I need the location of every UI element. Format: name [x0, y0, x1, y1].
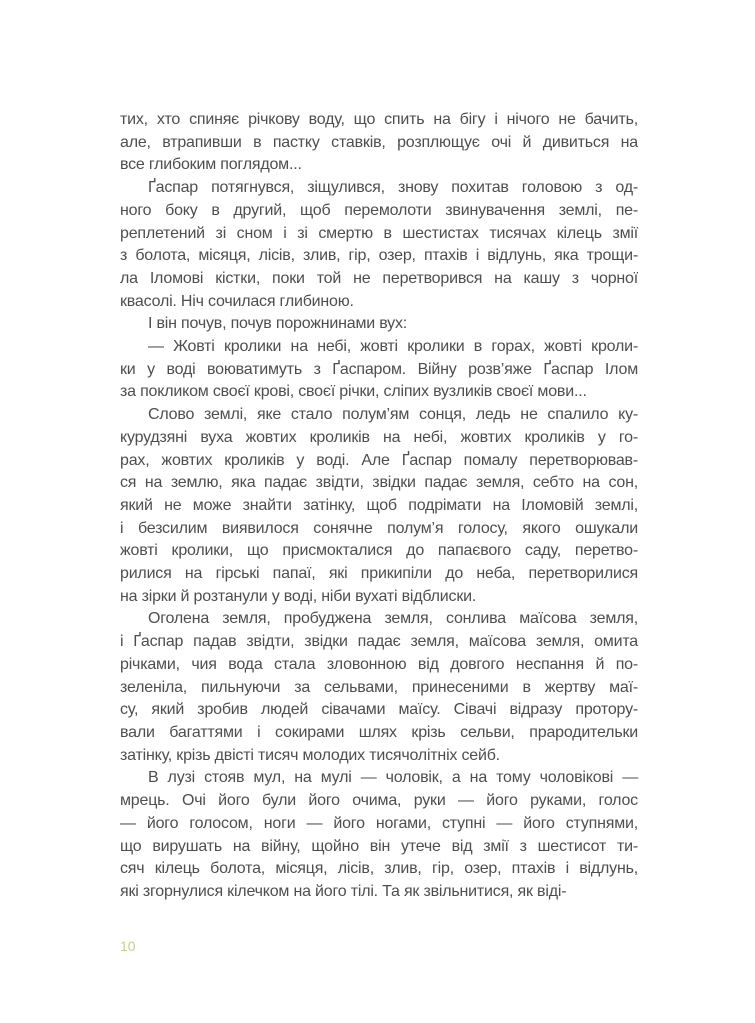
text-line: сяч кілець болота, місяця, лісів, злив, гір, озер, птахів і відлунь, — [120, 860, 638, 878]
paragraph — [120, 313, 638, 336]
text-line: ного боку в другий, щоб перемолоти звинувачення землі, пе- — [120, 201, 638, 219]
text-line: Ґаспар потягнувся, зіщулився, знову похитав головою з од- — [148, 179, 638, 197]
text-line: ки у воді воюватимуть з Ґаспаром. Війну розв’яже Ґаспар Ілом — [120, 360, 638, 378]
text-line: рилися на гірські папаї, які прикипіли до неба, перетворилися — [120, 565, 638, 583]
text-line: за покликом своєї крові, своєї річки, сліпих вузликів своєї мови... — [120, 383, 587, 401]
text-line: з болота, місяця, лісів, злив, гір, озер, птахів і відлунь, яка трощи- — [120, 247, 638, 265]
paragraph — [120, 767, 638, 903]
text-line: все глибоким поглядом... — [120, 156, 302, 174]
text-line: і Ґаспар падав звідти, звідки падає земля, маїсова земля, омита — [120, 633, 638, 651]
text-line: тих, хто спиняє річкову воду, що спить на бігу і нічого не бачить, — [120, 111, 638, 128]
paragraph — [120, 177, 638, 313]
text-line: рах, жовтих кроликів у воді. Але Ґаспар помалу перетворював- — [120, 451, 638, 469]
text-line: затінку, крізь двісті тисяч молодих тисячолітніх сейб. — [120, 746, 500, 764]
text-line: квасолі. Ніч сочилася глибиною. — [120, 292, 354, 310]
text-line: жовті кролики, що присмокталися до папаєвого саду, перетво- — [120, 542, 638, 560]
text-line: су, який зробив людей сівачами маїсу. Сівачі відразу протору- — [120, 701, 638, 719]
text-line: мрець. Очі його були його очима, руки — його руками, голос — [120, 792, 638, 810]
text-line: ся на землю, яка падає звідти, звідки падає земля, себто на сон, — [120, 474, 638, 492]
paragraph — [120, 336, 638, 404]
paragraph — [120, 404, 638, 608]
page-number: 10 — [120, 938, 136, 954]
text-line: Оголена земля, пробуджена земля, сонлива маїсова земля, — [148, 610, 638, 628]
paragraph — [120, 608, 638, 767]
text-line: на зірки й розтанули у воді, ніби вухаті відблиски. — [120, 587, 477, 605]
text-line: ла Іломові кістки, поки той не перетворився на кашу з чорної — [120, 269, 638, 287]
text-line: що вирушать на війну, щойно він утече від змії з шестисот ти- — [120, 837, 638, 855]
text-line: зеленіла, пильнуючи за сельвами, принесеними в жертву маї- — [120, 678, 638, 696]
text-line: і безсилим виявилося сонячне полум’я голосу, якого ошукали — [120, 519, 638, 537]
paragraph — [120, 109, 638, 177]
text-line: курудзяні вуха жовтих кроликів на небі, жовтих кроликів у го- — [120, 428, 638, 446]
page-text — [120, 109, 638, 904]
text-line: які згорнулися кілечком на його тілі. Та як звільнитися, як віді- — [120, 882, 567, 900]
text-line: вали багаттями і сокирами шлях крізь сельви, прародительки — [120, 723, 638, 741]
text-line: — його голосом, ноги — його ногами, ступні — його ступнями, — [120, 814, 638, 832]
text-line: І він почув, почув порожнинами вух: — [148, 315, 408, 333]
text-line: але, втрапивши в пастку ставків, розплющує очі й дивиться на — [120, 133, 638, 151]
text-line: який не може знайти затінку, щоб подрімати на Іломовій землі, — [120, 496, 638, 514]
text-line: — Жовті кролики на небі, жовті кролики в горах, жовті кроли- — [148, 338, 638, 356]
text-line: В лузі стояв мул, на мулі — чоловік, а на тому чоловікові — — [148, 769, 638, 787]
text-line: Слово землі, яке стало полум’ям сонця, ледь не спалило ку- — [148, 406, 638, 424]
text-line: реплетений зі сном і зі смертю в шестистах тисячах кілець змії — [120, 224, 638, 242]
text-line: річками, чия вода стала зловонною від довгого неспання й по- — [120, 655, 638, 673]
